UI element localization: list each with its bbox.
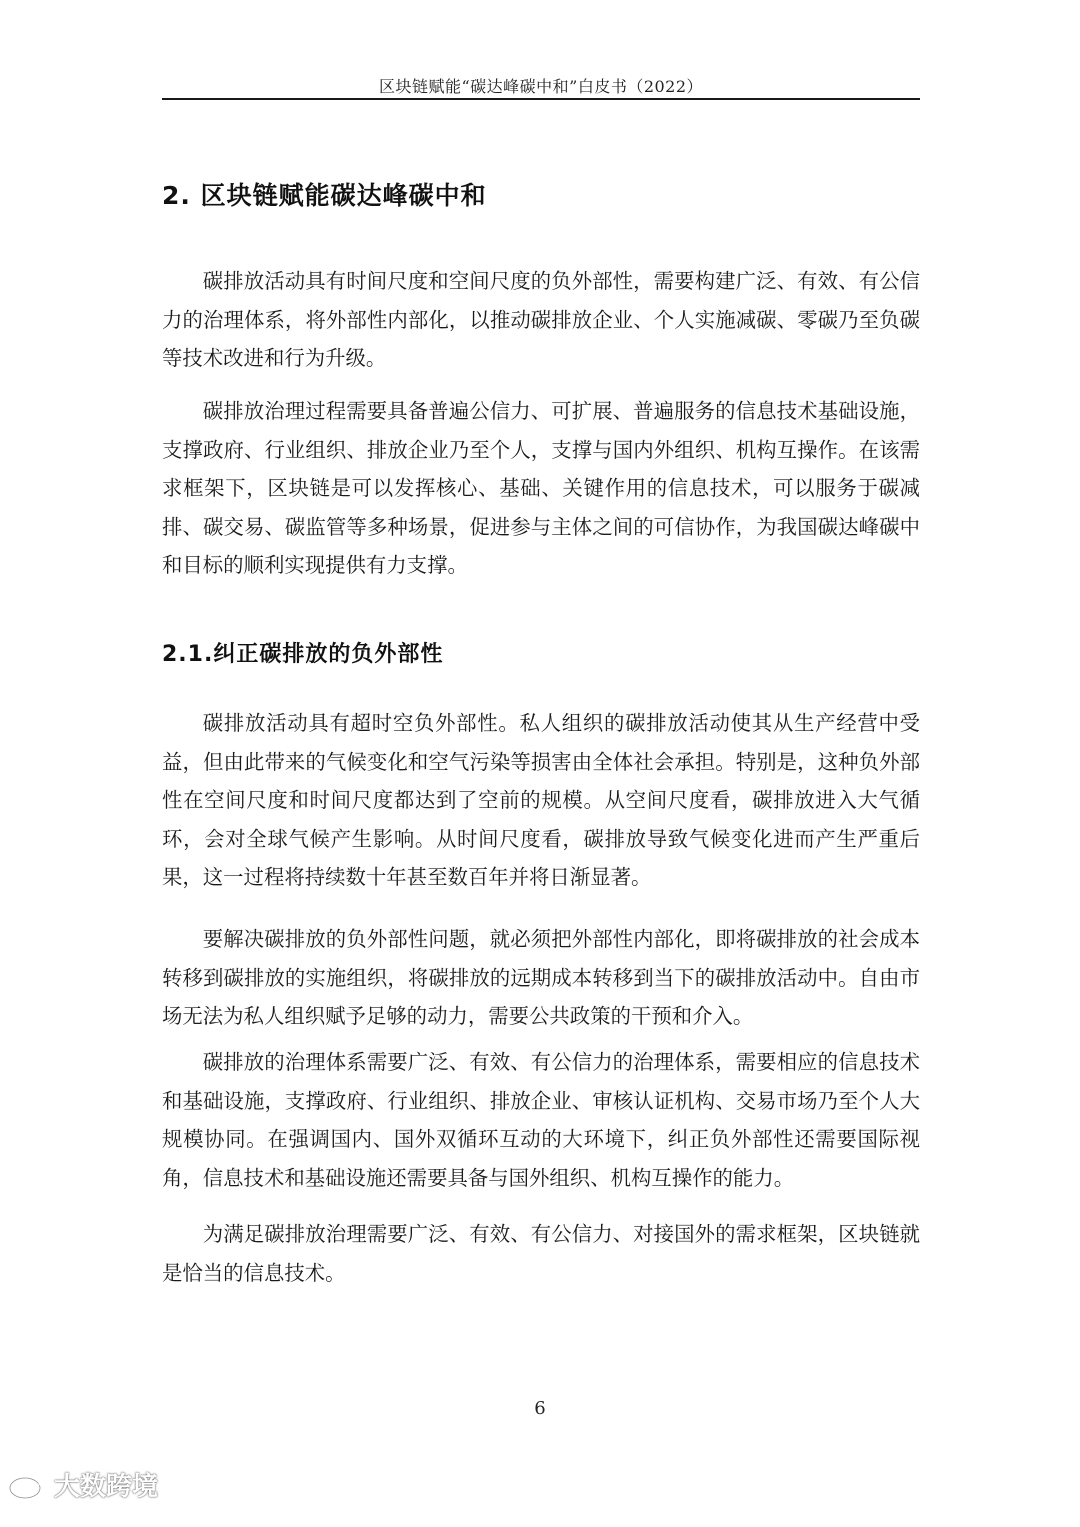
running-header: 区块链赋能“碳达峰碳中和”白皮书（2022） <box>378 77 704 96</box>
subsection-paragraph-3: 碳排放的治理体系需要广泛、有效、有公信力的治理体系，需要相应的信息技术和基础设施，支撑政府、行业组织、排放企业、审核认证机构、交易市场乃至个人大规模协同。在强调国内、国外双循环互动的大环境下，纠正负外部性还需要国际视角，信息技术和基础设施还需要具备与国外组织、机构互操作的能力。 <box>162 1050 920 1190</box>
watermark-text: 大数跨境 <box>54 1472 159 1502</box>
subsection-heading: 2.1.纠正碳排放的负外部性 <box>162 642 444 667</box>
header-divider <box>162 98 920 100</box>
subsection-paragraph-2: 要解决碳排放的负外部性问题，就必须把外部性内部化，即将碳排放的社会成本转移到碳排放的实施组织，将碳排放的远期成本转移到当下的碳排放活动中。自由市场无法为私人组织赋予足够的动力，需要公共政策的干预和介入。 <box>162 927 920 1028</box>
subsection-paragraph-1: 碳排放活动具有超时空负外部性。私人组织的碳排放活动使其从生产经营中受益，但由此带来的气候变化和空气污染等损害由全体社会承担。特别是，这种负外部性在空间尺度和时间尺度都达到了空前的规模。从空间尺度看，碳排放进入大气循环，会对全球气候产生影响。从时间尺度看，碳排放导致气候变化进而产生严重后果，这一过程将持续数十年甚至数百年并将日渐显著。 <box>162 711 920 889</box>
section-paragraph-2: 碳排放治理过程需要具备普遍公信力、可扩展、普遍服务的信息技术基础设施，支撑政府、行业组织、排放企业乃至个人，支撑与国内外组织、机构互操作。在该需求框架下，区块链是可以发挥核心、基础、关键作用的信息技术，可以服务于碳减排、碳交易、碳监管等多种场景，促进参与主体之间的可信协作，为我国碳达峰碳中和目标的顺利实现提供有力支撑。 <box>162 399 920 577</box>
page-number: 6 <box>534 1398 546 1419</box>
section-heading: 2. 区块链赋能碳达峰碳中和 <box>162 181 487 210</box>
subsection-paragraph-4: 为满足碳排放治理需要广泛、有效、有公信力、对接国外的需求框架，区块链就是恰当的信息技术。 <box>162 1222 920 1285</box>
section-paragraph-1: 碳排放活动具有时间尺度和空间尺度的负外部性，需要构建广泛、有效、有公信力的治理体系，将外部性内部化，以推动碳排放企业、个人实施减碳、零碳乃至负碳等技术改进和行为升级。 <box>162 269 920 370</box>
watermark <box>8 1466 158 1503</box>
weibo-logo-icon <box>8 1470 48 1500</box>
